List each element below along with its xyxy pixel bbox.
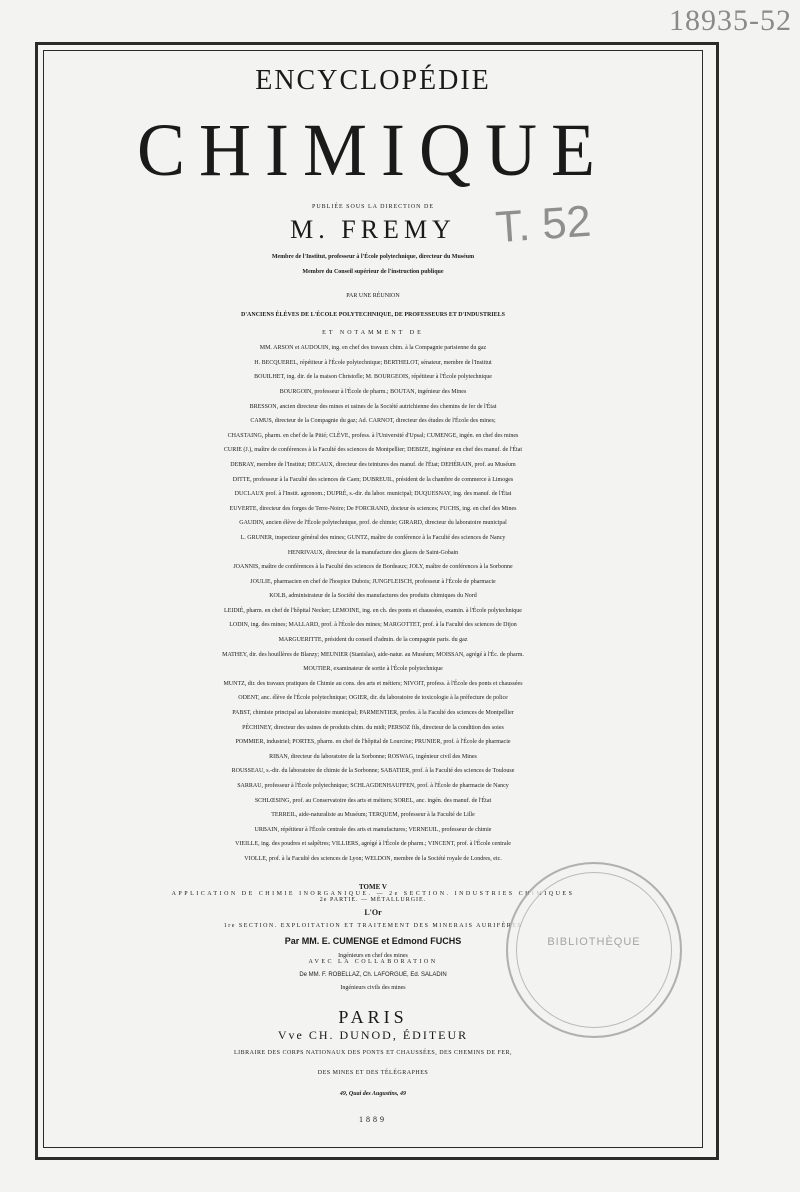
section-line: 1re SECTION. EXPLOITATION ET TRAITEMENT DES MINERAIS AURIFÈRES [223, 922, 523, 929]
publisher: Vve CH. DUNOD, ÉDITEUR [277, 1027, 469, 1042]
partie-line: 2e PARTIE. — MÉTALLURGIE. [319, 896, 427, 903]
contributor-line: CAMUS, directeur de la Compagnie du gaz; Ad. CARNOT, directeur des études de l'École des mines; [250, 418, 496, 425]
director-name: M. FREMY [290, 215, 456, 244]
stamp-text: BIBLIOTHÈQUE [547, 936, 641, 948]
contributor-line: CURIE (J.), maître de conférences à la Faculté des sciences de Montpellier; DEBIZE, ingénieur en chef des manuf. de l'État [223, 447, 523, 454]
libraire-line-1: LIBRAIRE DES CORPS NATIONAUX DES PONTS ET CHAUSSÉES, DES CHEMINS DE FER, [233, 1049, 513, 1056]
contributor-line: H. BECQUEREL, répétiteur à l'École polytechnique; BERTHELOT, sénateur, membre de l'Institut [254, 359, 492, 366]
authors-line: Par MM. E. CUMENGE et Edmond FUCHS [284, 935, 462, 946]
contributors-list [50, 341, 696, 866]
contributor-line: MARGUERITTE, président du conseil d'admin. de la compagnie paris. du gaz [278, 637, 468, 644]
contributor-line: RIBAN, directeur du laboratoire de la Sorbonne; ROSWAG, ingénieur civil des Mines [269, 753, 477, 760]
contributor-line: EUVERTE, directeur des forges de Terre-Noire; De FORCRAND, docteur ès sciences; FUCHS, ing. en chef des Mines [229, 505, 517, 512]
contributor-line: DUCLAUX prof. à l'Instit. agronom.; DUPRÉ, s.-dir. du labor. municipal; DUQUESNAY, ing. des manuf. de l'État [234, 491, 512, 498]
contributor-line: L. GRUNER, inspecteur général des mines; GUNTZ, maître de conférence à la Faculté des sciences de Nancy [240, 534, 506, 541]
address: 49, Quai des Augustins, 49 [339, 1090, 407, 1097]
collaborators-line: De MM. F. ROBELLAZ, Ch. LAFORGUE, Ed. SALADIN [299, 971, 447, 978]
contributor-line: TERREIL, aide-naturaliste au Muséum; TERQUEM, professeur à la Faculté de Lille [271, 812, 475, 819]
authors-role: Ingénieurs en chef des mines [338, 952, 408, 959]
reunion-line-2: D'ANCIENS ÉLÈVES DE L'ÉCOLE POLYTECHNIQUE, DE PROFESSEURS ET D'INDUSTRIELS [241, 311, 505, 318]
application-line: APPLICATION DE CHIMIE INORGANIQUE. — 2e SECTION. INDUSTRIES CHIMIQUES [171, 890, 575, 897]
shelfmark: 18935-52 [669, 4, 792, 37]
contributor-line: CHASTAING, pharm. en chef de la Pitié; CLÈVE, profess. à l'Université d'Upsal; CUMENGE, ingén. en chef des mines [227, 432, 519, 439]
collab-role: Ingénieurs civils des mines [340, 984, 406, 991]
contributor-line: HENRIVAUX, directeur de la manufacture des glaces de Saint-Gobain [287, 549, 459, 556]
collab-label: AVEC LA COLLABORATION [308, 958, 438, 965]
libraire-line-2: DES MINES ET DES TÉLÉGRAPHES [317, 1069, 429, 1076]
subject-title: L'Or [364, 907, 382, 917]
contributor-line: BRESSON, ancien directeur des mines et usines de la Société autrichienne des chemins de fer de l'État [249, 403, 497, 410]
reunion-line-1: PAR UNE RÉUNION [346, 292, 400, 299]
contributor-line: URBAIN, répétiteur à l'École centrale des arts et manufactures; VERNEUIL, professeur de chimie [254, 826, 492, 833]
contributor-line: ODENT, anc. élève de l'École polytechnique; OGIER, dir. du laboratoire de toxicologie à la préfecture de police [238, 695, 508, 702]
contributor-line: PABST, chimiste principal au laboratoire municipal; PARMENTIER, profes. à la Faculté des sciences de Montpellier [232, 710, 514, 717]
imprint-city: PARIS [338, 1006, 408, 1027]
title-line-1: ENCYCLOPÉDIE [255, 65, 491, 96]
director-role-2: Membre du Conseil supérieur de l'instruction publique [302, 269, 444, 276]
reunion-line-3: ET NOTAMMENT DE [322, 329, 424, 336]
handwritten-note: T. 52 [494, 196, 593, 253]
contributor-line: DITTE, professeur à la Faculté des sciences de Caen; DUBREUIL, président de la chambre de commerce à Limoges [232, 476, 514, 483]
contributor-line: SARRAU, professeur à l'École polytechnique; SCHLAGDENHAUFFEN, prof. à l'École de pharmacie de Nancy [237, 783, 509, 789]
contributor-line: MOUTIER, examinateur de sortie à l'École polytechnique [303, 666, 443, 673]
direction-label: PUBLIÉE SOUS LA DIRECTION DE [312, 204, 434, 210]
contributor-line: MATHEY, dir. des houillères de Blanzy; MEUNIER (Stanislas), aide-natur. au Muséum; MOISSAN, agrégé à l'Éc. de pharm. [222, 651, 524, 658]
contributor-line: LODIN, ing. des mines; MALLARD, prof. à l'École des mines; MARGOTTET, prof. à la Faculté des sciences de Dijon [229, 622, 517, 629]
contributor-line: MUNTZ, dir. des travaux pratiques de Chimie au cons. des arts et métiers; NIVOIT, profess. à l'École des ponts et chaussées [223, 680, 523, 687]
library-stamp [506, 862, 682, 1038]
contributor-line: JOANNIS, maître de conférences à la Faculté des sciences de Bordeaux; JOLY, maître de conférences à la Sorbonne [233, 564, 513, 571]
contributor-line: VIOLLE, prof. à la Faculté des sciences de Lyon; WELDON, membre de la Société royale de Londres, etc. [244, 855, 502, 862]
contributor-line: LEIDIÉ, pharm. en chef de l'hôpital Necker; LEMOINE, ing. en ch. des ponts et chaussées, examin. à l'École polytechnique [224, 607, 522, 614]
contributor-line: GAUDIN, ancien élève de l'École polytechnique, prof. de chimie; GIRARD, directeur du laboratoire municipal [239, 520, 507, 527]
director-role-1: Membre de l'Institut, professeur à l'École polytechnique, directeur du Muséum [271, 254, 475, 260]
contributor-line: MM. ARSON et AUDOUIN, ing. en chef des travaux chim. à la Compagnie parisienne du gaz [259, 345, 487, 352]
year: 1889 [359, 1114, 387, 1124]
contributor-line: SCHLŒSING, prof. au Conservatoire des arts et métiers; SOREL, anc. ingén. des manuf. de l'État [254, 797, 492, 804]
title-line-2: CHIMIQUE [137, 108, 609, 192]
contributor-line: POMMIER, industriel; PORTES, pharm. en chef de l'hôpital de Lourcine; PRUNIER, prof. à l'École de pharmacie [235, 739, 511, 746]
contributor-line: DEBRAY, membre de l'Institut; DECAUX, directeur des teintures des manuf. de l'État; DEHÉRAIN, prof. au Muséum [230, 461, 516, 468]
contributor-line: PÉCHINEY, directeur des usines de produits chim. du midi; PERSOZ fils, directeur de la condition des soies [242, 724, 504, 731]
contributor-line: VIEILLE, ing. des poudres et salpêtres; VILLIERS, agrégé à l'École de pharm.; VINCENT, prof. à l'École centrale [235, 841, 511, 848]
contributor-line: BOURGOIN, professeur à l'École de pharm.; BOUTAN, ingénieur des Mines [279, 388, 467, 395]
contributor-line: ROUSSEAU, s.-dir. du laboratoire de chimie de la Sorbonne; SABATIER, prof. à la Faculté des sciences de Toulouse [231, 768, 515, 775]
contributor-line: KOLB, administrateur de la Société des manufactures des produits chimiques du Nord [269, 593, 477, 600]
contributor-line: JOULIE, pharmacien en chef de l'hospice Dubois; JUNGFLEISCH, professeur à l'École de pharmacie [250, 578, 496, 585]
contributor-line: BOUILHET, ing. dir. de la maison Christofle; M. BOURGEOIS, répétiteur à l'École polytechnique [254, 374, 492, 381]
tome-label: TOME V [359, 882, 387, 891]
